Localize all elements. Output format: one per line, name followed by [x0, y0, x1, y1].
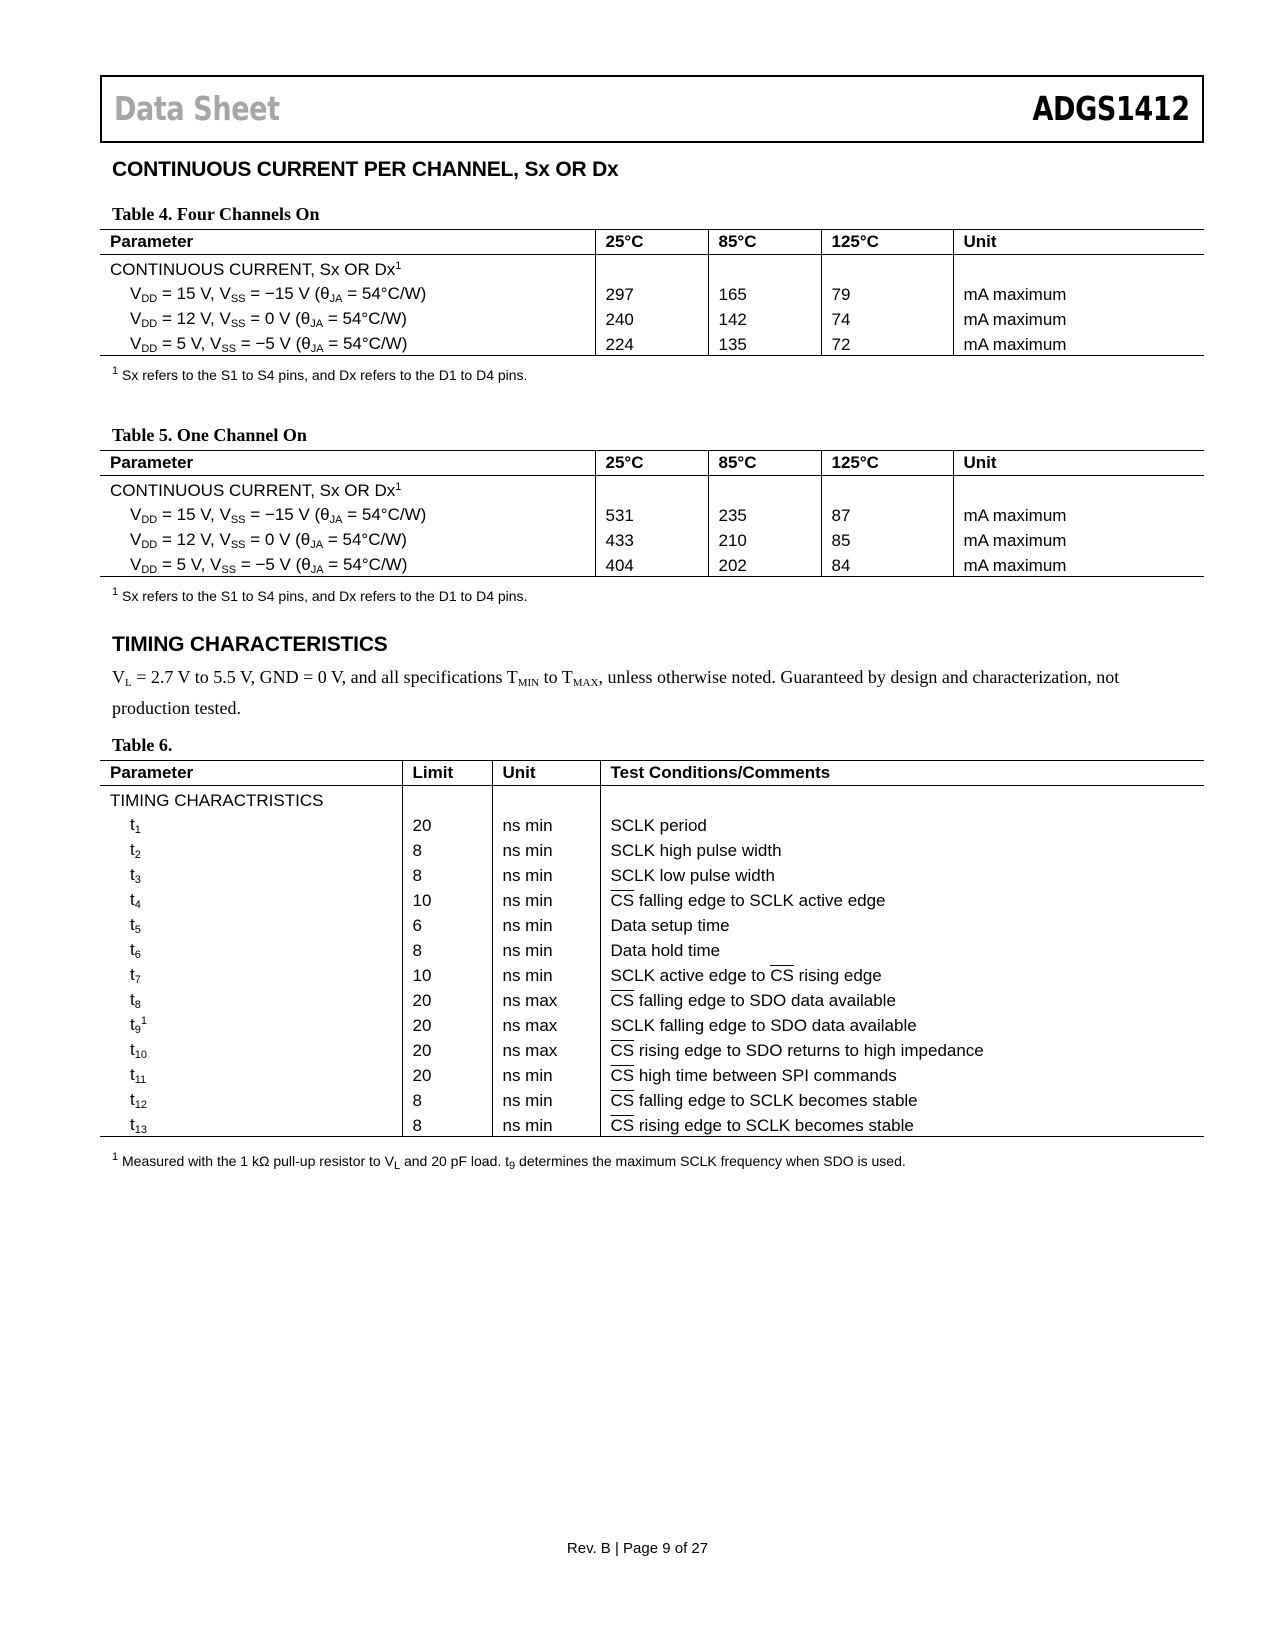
table6-col-parameter: Parameter: [100, 761, 402, 786]
table-row: [100, 1086, 1204, 1111]
timing-unit: ns min: [492, 811, 600, 836]
timing-param: $t_4$: [130, 890, 141, 911]
timing-unit: ns min: [492, 961, 600, 986]
table5-col-unit: Unit: [953, 451, 1204, 476]
table4-condition: $V_{DD} = 15$ V, $V_{SS} = -15$ V $(\theta_{JA} = 54^\circ C/W)$: [130, 284, 427, 305]
timing-limit: 10: [402, 886, 492, 911]
table-row: $V_{DD} = 15$ V, $V_{SS} = -15$ V $(\theta_{JA} = 54^\circ C/W)$ 531 235 87 mA maximum: [100, 501, 1204, 526]
table-row: [100, 1036, 1204, 1061]
table6-group-label: TIMING CHARACTRISTICS: [110, 791, 324, 810]
timing-limit: 20: [402, 1061, 492, 1086]
table4-header-row: [100, 230, 1204, 255]
table-row: [100, 986, 1204, 1011]
table5-condition: $V_{DD} = 12$ V, $V_{SS} = 0$ V $(\theta_{JA} = 54^\circ C/W)$: [130, 530, 407, 551]
table4-col-125c: 125°C: [821, 230, 953, 255]
table4-caption: Table 4. Four Channels On: [112, 204, 320, 224]
timing-condition: $\overline{CS}$ falling edge to SCLK active edge: [600, 886, 1204, 911]
page-header: [100, 75, 1204, 143]
timing-param: $t_{13}$: [100, 1111, 402, 1137]
timing-limit: 10: [402, 961, 492, 986]
timing-limit: 20: [402, 811, 492, 836]
table-row: $V_{DD} = 5$ V, $V_{SS} = -5$ V $(\theta_{JA} = 54^\circ C/W)$ 224 135 72 mA maximum: [100, 330, 1204, 356]
table6-col-unit: Unit: [492, 761, 600, 786]
table6-col-limit: Limit: [402, 761, 492, 786]
table-row: [100, 255, 1204, 281]
timing-param: $t_2$: [130, 840, 141, 861]
timing-unit: ns min: [492, 886, 600, 911]
table4-condition: $V_{DD} = 12$ V, $V_{SS} = 0$ V $(\theta_{JA} = 54^\circ C/W)$: [130, 309, 407, 330]
timing-param: $t_{10}$: [130, 1040, 147, 1061]
timing-param: $t_1$: [130, 815, 141, 836]
table-row: [100, 811, 1204, 836]
table-row: $V_{DD} = 5$ V, $V_{SS} = -5$ V $(\theta_{JA} = 54^\circ C/W)$ 404 202 84 mA maximum: [100, 551, 1204, 577]
table5-col-125c: 125°C: [821, 451, 953, 476]
table5: [100, 450, 1204, 577]
table4: [100, 229, 1204, 356]
table-row: $V_{DD} = 12$ V, $V_{SS} = 0$ V $(\theta_{JA} = 54^\circ C/W)$ 240 142 74 mA maximum: [100, 305, 1204, 330]
table-row: $V_{DD} = 12$ V, $V_{SS} = 0$ V $(\theta_{JA} = 54^\circ C/W)$ 433 210 85 mA maximum: [100, 526, 1204, 551]
table6-caption: Table 6.: [112, 735, 173, 755]
timing-unit: ns min: [492, 861, 600, 886]
table6-header-row: [100, 761, 1204, 786]
table5-col-85c: 85°C: [708, 451, 821, 476]
timing-unit: ns min: [492, 1086, 600, 1111]
section-title-timing: TIMING CHARACTERISTICS: [112, 633, 388, 656]
table-row: $V_{DD} = 15$ V, $V_{SS} = -15$ V $(\theta_{JA} = 54^\circ C/W)$ 297 165 79 mA maximum: [100, 280, 1204, 305]
table5-header-row: [100, 451, 1204, 476]
table4-footnote: $^1$ Sx refers to the S1 to S4 pins, and Dx refers to the D1 to D4 pins.: [112, 365, 528, 383]
table-row: [100, 911, 1204, 936]
timing-unit: ns max: [492, 986, 600, 1011]
page-footer: Rev. B | Page 9 of 27: [566, 1540, 709, 1557]
timing-condition: $\overline{CS}$ falling edge to SDO data available: [600, 986, 1204, 1011]
table4-condition: $V_{DD} = 5$ V, $V_{SS} = -5$ V $(\theta_{JA} = 54^\circ C/W)$: [100, 330, 595, 356]
timing-condition: SCLK high pulse width: [600, 836, 1204, 861]
table4-col-25c: 25°C: [595, 230, 708, 255]
table6-footnote: $^1$ Measured with the 1 kΩ pull-up resistor to $V_L$ and 20 pF load. $t_9$ determines the maximum SCLK frequency when SDO is used.: [112, 1151, 906, 1172]
table4-col-parameter: Parameter: [100, 230, 595, 255]
timing-unit: ns min: [492, 911, 600, 936]
table-row: [100, 936, 1204, 961]
table-row: [100, 886, 1204, 911]
table5-condition: $V_{DD} = 15$ V, $V_{SS} = -15$ V $(\theta_{JA} = 54^\circ C/W)$: [130, 505, 427, 526]
timing-condition: $\overline{CS}$ falling edge to SCLK becomes stable: [600, 1086, 1204, 1111]
header-part-number: ADGS1412: [1032, 89, 1190, 128]
timing-condition: $\overline{CS}$ rising edge to SDO returns to high impedance: [600, 1036, 1204, 1061]
timing-limit: 20: [402, 1011, 492, 1036]
timing-limit: 20: [402, 986, 492, 1011]
table5-condition: $V_{DD} = 5$ V, $V_{SS} = -5$ V $(\theta_{JA} = 54^\circ C/W)$: [100, 551, 595, 577]
table6-col-conditions: Test Conditions/Comments: [600, 761, 1204, 786]
timing-limit: 8: [402, 1086, 492, 1111]
table4-col-unit: Unit: [953, 230, 1204, 255]
header-doc-type: Data Sheet: [114, 89, 280, 128]
timing-unit: ns min: [492, 1111, 600, 1137]
timing-param: $t_{11}$: [130, 1065, 147, 1086]
timing-param: $t_3$: [130, 865, 141, 886]
table-row: [100, 836, 1204, 861]
table5-caption: Table 5. One Channel On: [112, 425, 307, 445]
timing-condition: SCLK period: [600, 811, 1204, 836]
table6: [100, 760, 1204, 1137]
table-row: [100, 786, 1204, 812]
timing-limit: 8: [402, 1111, 492, 1137]
timing-limit: 20: [402, 1036, 492, 1061]
table4-col-85c: 85°C: [708, 230, 821, 255]
table5-col-parameter: Parameter: [100, 451, 595, 476]
timing-param: $t_6$: [130, 940, 141, 961]
timing-limit: 8: [402, 936, 492, 961]
timing-limit: 8: [402, 861, 492, 886]
timing-condition: SCLK active edge to $\overline{CS}$ rising edge: [600, 961, 1204, 986]
timing-condition: $\overline{CS}$ high time between SPI commands: [600, 1061, 1204, 1086]
timing-condition: Data setup time: [600, 911, 1204, 936]
timing-limit: 8: [402, 836, 492, 861]
timing-condition: SCLK falling edge to SDO data available: [600, 1011, 1204, 1036]
table-row: [100, 476, 1204, 502]
timing-condition: $\overline{CS}$ rising edge to SCLK becomes stable: [600, 1111, 1204, 1137]
table-row: [100, 1061, 1204, 1086]
timing-param: $t_8$: [130, 990, 141, 1011]
table4-group-label: CONTINUOUS CURRENT, Sx OR Dx$^1$: [110, 260, 402, 279]
table-row: [100, 861, 1204, 886]
section-title-continuous-current: CONTINUOUS CURRENT PER CHANNEL, Sx OR Dx: [112, 158, 619, 181]
table5-footnote: $^1$ Sx refers to the S1 to S4 pins, and Dx refers to the D1 to D4 pins.: [112, 586, 528, 604]
timing-param: $t_7$: [130, 965, 141, 986]
timing-limit: 6: [402, 911, 492, 936]
timing-intro: $V_L = 2.7$ V to 5.5 V, GND = 0 V, and all specifications $T_{MIN}$ to $T_{MAX}$, unless otherwise noted. Guaranteed by design and characterization, not production tested.: [112, 667, 1120, 718]
table-row: [100, 1011, 1204, 1036]
timing-condition: Data hold time: [600, 936, 1204, 961]
timing-unit: ns max: [492, 1011, 600, 1036]
timing-param: $t_5$: [130, 915, 141, 936]
timing-unit: ns max: [492, 1036, 600, 1061]
table5-group-label: CONTINUOUS CURRENT, Sx OR Dx$^1$: [110, 481, 402, 500]
table-row: [100, 961, 1204, 986]
timing-param: $t_{12}$: [130, 1090, 147, 1111]
timing-unit: ns min: [492, 836, 600, 861]
timing-condition: SCLK low pulse width: [600, 861, 1204, 886]
timing-param: $t_9^1$: [130, 1015, 147, 1036]
timing-unit: ns min: [492, 1061, 600, 1086]
table-row: [100, 1111, 1204, 1137]
timing-unit: ns min: [492, 936, 600, 961]
table5-col-25c: 25°C: [595, 451, 708, 476]
